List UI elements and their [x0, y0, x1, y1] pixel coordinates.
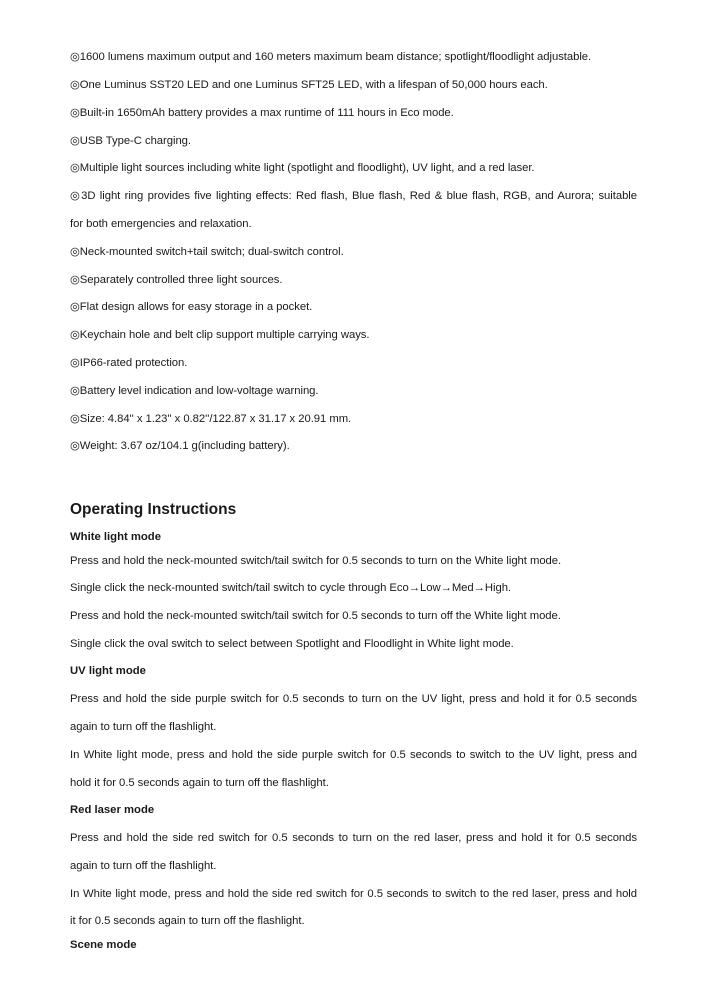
- feature-line: ◎3D light ring provides five lighting effects: Red flash, Blue flash, Red & blue flash, RGB, and Aurora; suitable: [70, 190, 637, 202]
- instruction-line: Press and hold the neck-mounted switch/tail switch for 0.5 seconds to turn off the White light mode.: [70, 610, 561, 622]
- feature-line: ◎Neck-mounted switch+tail switch; dual-switch control.: [70, 246, 344, 258]
- feature-line: ◎IP66-rated protection.: [70, 357, 188, 369]
- instruction-line: again to turn off the flashlight.: [70, 860, 217, 872]
- feature-line: ◎USB Type-C charging.: [70, 135, 191, 147]
- instruction-line: Single click the neck-mounted switch/tail switch to cycle through Eco→Low→Med→High.: [70, 582, 512, 594]
- feature-line: ◎Multiple light sources including white light (spotlight and floodlight), UV light, and a red laser.: [70, 162, 535, 174]
- section-title: Operating Instructions: [70, 501, 237, 518]
- instruction-line: Press and hold the side purple switch for 0.5 seconds to turn on the UV light, press and hold it for 0.5 seconds: [70, 693, 637, 705]
- feature-line: ◎Battery level indication and low-voltage warning.: [70, 385, 319, 397]
- instruction-line: again to turn off the flashlight.: [70, 721, 217, 733]
- white-light-heading: White light mode: [70, 531, 161, 543]
- instruction-line: In White light mode, press and hold the side purple switch for 0.5 seconds to switch to the UV light, press and: [70, 749, 637, 761]
- feature-line: ◎1600 lumens maximum output and 160 meters maximum beam distance; spotlight/floodlight adjustable.: [70, 51, 592, 63]
- feature-line: ◎Built-in 1650mAh battery provides a max runtime of 111 hours in Eco mode.: [70, 107, 454, 119]
- red-laser-heading: Red laser mode: [70, 804, 155, 816]
- scene-mode-heading: Scene mode: [70, 939, 137, 951]
- feature-line-continued: for both emergencies and relaxation.: [70, 218, 252, 230]
- feature-line: ◎Flat design allows for easy storage in a pocket.: [70, 301, 313, 313]
- instruction-line: In White light mode, press and hold the side red switch for 0.5 seconds to switch to the red laser, press and hold: [70, 888, 637, 900]
- feature-line: ◎Keychain hole and belt clip support multiple carrying ways.: [70, 329, 370, 341]
- instruction-line: hold it for 0.5 seconds again to turn off the flashlight.: [70, 777, 329, 789]
- feature-line: ◎Separately controlled three light sources.: [70, 274, 283, 286]
- instruction-line: Press and hold the side red switch for 0.5 seconds to turn on the red laser, press and hold it for 0.5 seconds: [70, 832, 637, 844]
- instruction-line: Single click the oval switch to select between Spotlight and Floodlight in White light mode.: [70, 638, 514, 650]
- feature-line: ◎Size: 4.84'' x 1.23'' x 0.82''/122.87 x 31.17 x 20.91 mm.: [70, 413, 352, 425]
- feature-line: ◎One Luminus SST20 LED and one Luminus SFT25 LED, with a lifespan of 50,000 hours each.: [70, 79, 548, 91]
- uv-light-heading: UV light mode: [70, 665, 146, 677]
- feature-line: ◎Weight: 3.67 oz/104.1 g(including battery).: [70, 440, 290, 452]
- instruction-line: Press and hold the neck-mounted switch/tail switch for 0.5 seconds to turn on the White light mode.: [70, 555, 562, 567]
- instruction-line: it for 0.5 seconds again to turn off the flashlight.: [70, 915, 305, 927]
